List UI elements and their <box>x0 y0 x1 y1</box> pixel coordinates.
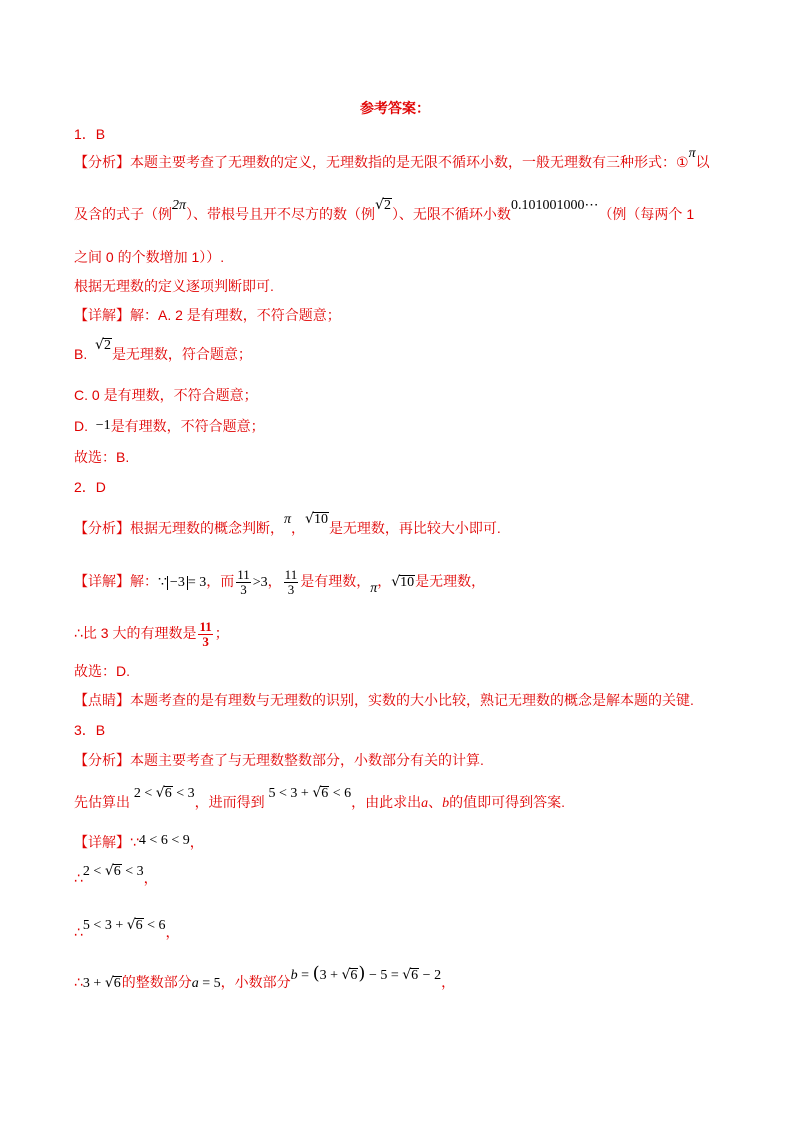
q1-b-rest: 是无理数，符合题意； <box>111 346 252 362</box>
inequality-1b <box>83 864 144 879</box>
radical-icon: √ <box>95 337 104 353</box>
q3-comma: ， <box>165 924 180 940</box>
sqrt-6-value: 6 <box>411 968 419 983</box>
radical-icon: √ <box>312 785 322 801</box>
q3-est-d: 的值即可得到答案. <box>449 794 566 810</box>
q2-er: ，而 <box>206 573 235 590</box>
q3-detail-a: 【详解】∵ <box>74 834 139 850</box>
b-expr-in: 3 + <box>319 968 338 983</box>
q1-analysis-line4: 根据无理数的定义逐项判断即可. <box>74 278 274 294</box>
q2-analysis <box>74 511 501 540</box>
q2-analysis-a: 【分析】根据无理数的概念判断， <box>74 520 284 536</box>
b-expr-out: − 5 = <box>368 968 399 983</box>
q2-analysis-b: 是无理数，再比较大小即可. <box>328 520 501 536</box>
radical-icon: √ <box>155 785 165 801</box>
sqrt-10-formula <box>305 512 329 527</box>
ineq2-left: 5 < 3 + <box>268 786 309 801</box>
frac-num: 11 <box>199 619 212 634</box>
sqrt-10-value: 10 <box>313 512 328 527</box>
q2-therefore <box>74 620 229 649</box>
frac-den: 3 <box>240 582 247 597</box>
q1-line2-a: 及含的式子（例 <box>74 206 172 222</box>
sqrt-6-value: 6 <box>164 786 172 801</box>
ineq2-right: < 6 <box>332 786 352 801</box>
q3-detail <box>74 832 204 854</box>
q3-int-part: 的整数部分 <box>121 974 192 990</box>
radical-icon: √ <box>391 574 401 591</box>
sqrt-6-value: 6 <box>113 864 121 879</box>
q2-is-rational: 是有理数， <box>300 573 371 590</box>
radical-icon: √ <box>126 917 136 933</box>
q1-analysis-text: 【分析】本题主要考查了无理数的定义，无理数指的是无限不循环小数，一般无理数有三种形式：① <box>74 154 689 170</box>
q3-step3 <box>74 963 456 994</box>
q2-comment: 【点睛】本题考查的是有理数与无理数的识别，实数的大小比较，熟记无理数的概念是解本题的关键. <box>74 692 694 708</box>
inequality-0: 4 < 6 < 9 <box>138 833 190 848</box>
q1-d-rest: 是有理数，不符合题意； <box>110 418 265 434</box>
q1-line2-c: ）、无限不循环小数 <box>391 206 511 222</box>
ineq1-left: 2 < <box>82 864 102 879</box>
var-a: a <box>191 976 199 991</box>
sqrt-2-value-b: 2 <box>103 338 111 353</box>
frac-num: 11 <box>284 567 298 582</box>
b-eq: = <box>301 968 310 983</box>
q1-b-label: B. <box>74 346 88 362</box>
q2-detail-a: 【详解】解： <box>74 573 158 590</box>
q2-therefore-a: ∴比 3 大的有理数是 <box>74 625 197 642</box>
var-a: a <box>421 796 429 811</box>
q1-choice: 故选：B. <box>74 449 130 465</box>
q2-semicolon: ； <box>214 625 229 642</box>
q2-sep: ， <box>267 573 282 590</box>
page-title: 参考答案： <box>360 100 430 116</box>
frac-num: 11 <box>237 567 250 582</box>
sqrt-6-value: 6 <box>350 968 358 983</box>
q2-comma-b: ， <box>377 573 392 590</box>
q1-line2-d: （例（每两个 1 <box>598 206 695 222</box>
frac-den: 3 <box>287 582 295 597</box>
ineq1-right: < 3 <box>125 864 144 879</box>
radical-icon: √ <box>305 511 314 527</box>
q3-step2 <box>74 917 180 944</box>
q3-number: 3．B <box>74 722 106 738</box>
ineq2-left: 5 < 3 + <box>82 918 124 933</box>
radical-icon: √ <box>402 967 412 983</box>
ineq2-right: < 6 <box>147 918 166 933</box>
therefore-symbol: ∴ <box>74 924 83 940</box>
sqrt-10-formula-b <box>391 575 415 590</box>
sqrt-2-formula <box>375 198 392 213</box>
radical-icon: √ <box>375 197 384 213</box>
q3-estimate <box>74 785 566 814</box>
sqrt-10-value-b: 10 <box>400 575 415 591</box>
sum-formula <box>83 976 122 991</box>
q1-option-b <box>74 337 252 366</box>
q3-analysis: 【分析】本题主要考查了与无理数整数部分，小数部分有关的计算. <box>74 752 484 768</box>
q1-option-d <box>74 416 265 438</box>
minus-one-formula: −1 <box>95 418 111 433</box>
decimal-formula: 0.101001000⋯ <box>510 198 599 213</box>
because-symbol: ∵ <box>158 575 167 591</box>
frac-den: 3 <box>202 634 209 649</box>
q3-est-a: 先估算出 <box>74 794 130 810</box>
q1-number: 1．B <box>74 126 106 142</box>
abs-value: −3 <box>167 576 188 590</box>
a-equals <box>192 976 221 991</box>
pi-symbol: π <box>688 146 696 161</box>
b-formula <box>290 963 442 984</box>
q3-dun: 、 <box>428 794 443 810</box>
pi-symbol-q2b: π <box>370 581 378 597</box>
q2-comma: ， <box>291 520 306 536</box>
inequality-2b <box>83 918 166 933</box>
q3-step1 <box>74 863 158 890</box>
ineq1-right: < 3 <box>176 786 195 801</box>
q2-is-irrational: 是无理数， <box>415 573 486 590</box>
radical-icon: √ <box>341 967 351 983</box>
fraction-11-3-b <box>284 568 299 597</box>
q3-comma: ， <box>189 834 204 850</box>
q1-detail-a: 【详解】解：A. 2 是有理数，不符合题意； <box>74 307 341 323</box>
ineq1-left: 2 < <box>133 786 153 801</box>
q1-line2-b: ）、带根号且开不尽方的数（例 <box>186 206 376 222</box>
sqrt-2-formula-b <box>95 338 112 353</box>
inequality-2 <box>269 786 352 801</box>
q3-dec-part: ，小数部分 <box>220 974 291 990</box>
b-expr-end: − 2 <box>422 968 442 983</box>
equals-three: = 3 <box>187 575 207 591</box>
two-pi-formula: 2π <box>172 198 187 213</box>
paren-close: ) <box>358 963 366 984</box>
therefore-symbol: ∴ <box>74 974 83 990</box>
greater-than-three: >3 <box>252 575 268 591</box>
sqrt-6-value: 6 <box>113 976 121 991</box>
q1-analysis-line1 <box>74 146 710 174</box>
q1-d-label: D. <box>74 418 88 434</box>
pi-symbol-q2: π <box>284 512 292 527</box>
last-a: 3 + <box>82 976 102 991</box>
q2-number: 2．D <box>74 479 106 495</box>
q1-yi: 以 <box>695 154 710 170</box>
q3-est-c: ，由此求出 <box>351 794 422 810</box>
q3-comma: ， <box>143 870 158 886</box>
q1-analysis-line3: 之间 0 的个数增加 1））. <box>74 249 225 265</box>
radical-icon: √ <box>104 863 114 879</box>
sqrt-6-value: 6 <box>321 786 329 801</box>
q2-detail <box>74 568 485 597</box>
sqrt-2-value: 2 <box>383 198 391 213</box>
q2-choice: 故选：D. <box>74 663 130 679</box>
sqrt-6-value: 6 <box>135 918 143 933</box>
paren-open: ( <box>312 963 320 984</box>
q3-est-b: ，进而得到 <box>194 794 265 810</box>
therefore-symbol: ∴ <box>74 870 83 886</box>
fraction-11-3 <box>236 568 251 597</box>
q3-end: ， <box>441 974 456 990</box>
fraction-11-3-answer <box>198 620 212 649</box>
var-b: b <box>290 968 298 983</box>
var-b: b <box>442 796 450 811</box>
q1-analysis-line2 <box>74 197 695 226</box>
a-eq-value: = 5 <box>202 976 221 991</box>
q1-option-c: C. 0 是有理数，不符合题意； <box>74 387 258 403</box>
radical-icon: √ <box>104 975 114 991</box>
inequality-1 <box>134 786 195 801</box>
